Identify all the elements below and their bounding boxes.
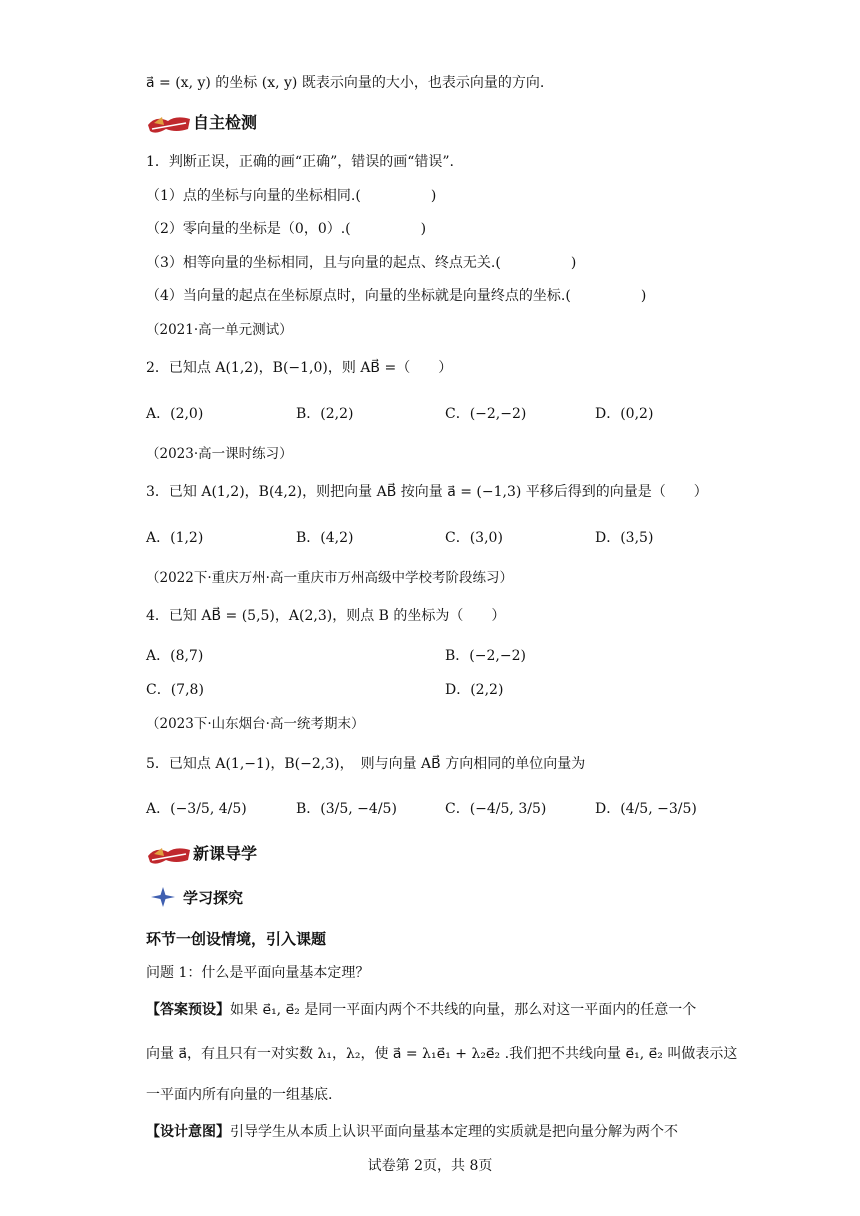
q5-option-c: C．(−4/5, 3/5): [445, 801, 547, 817]
q3-option-b: B．(4,2): [296, 530, 354, 546]
q2-source: （2021·高一单元测试）: [146, 322, 293, 338]
q5-option-b: B．(3/5, −4/5): [296, 801, 397, 817]
answer-preset-text-1: 如果 e⃗₁, e⃗₂ 是同一平面内两个不共线的向量，那么对这一平面内的任意一个: [230, 1002, 697, 1018]
q2-stem: 2．已知点 A(1,2)，B(−1,0)，则 AB⃗ =（ ）: [146, 360, 453, 376]
q3-option-d: D．(3,5): [595, 530, 654, 546]
section-badge-icon: [146, 111, 192, 135]
q2-option-c: C．(−2,−2): [445, 406, 527, 422]
q4-option-b: B．(−2,−2): [445, 648, 526, 664]
answer-preset-line2: 向量 a⃗，有且只有一对实数 λ₁，λ₂，使 a⃗ = λ₁e⃗₁ + λ₂e⃗₂ .我们把不共线向量 e⃗₁, e⃗₂ 叫做表示这: [146, 1046, 738, 1062]
q1-item-1: （1）点的坐标与向量的坐标相同.( ): [146, 188, 437, 204]
design-intent-text-1: 引导学生从本质上认识平面向量基本定理的实质就是把向量分解为两个不: [230, 1124, 678, 1140]
q1-item-3: （3）相等向量的坐标相同，且与向量的起点、终点无关.( ): [146, 255, 577, 271]
q4-option-d: D．(2,2): [445, 682, 504, 698]
design-intent-tag: 【设计意图】: [146, 1124, 230, 1140]
q3-option-c: C．(3,0): [445, 530, 503, 546]
q5-stem: 5．已知点 A(1,−1)，B(−2,3)， 则与向量 AB⃗ 方向相同的单位向量为: [146, 756, 586, 772]
q4-option-a: A．(8,7): [146, 648, 204, 664]
q4-option-c: C．(7,8): [146, 682, 204, 698]
q2-option-b: B．(2,2): [296, 406, 354, 422]
answer-preset-line1: [146, 1000, 696, 1020]
q3-source: （2023·高一课时练习）: [146, 446, 293, 462]
q4-stem: 4．已知 AB⃗ = (5,5)，A(2,3)，则点 B 的坐标为（ ）: [146, 608, 506, 624]
q5-source: （2023下·山东烟台·高一统考期末）: [146, 716, 365, 732]
intro-line: a⃗ = (x, y) 的坐标 (x, y) 既表示向量的大小，也表示向量的方向.: [146, 75, 545, 91]
q2-option-d: D．(0,2): [595, 406, 654, 422]
section-title-self-check: 自主检测: [193, 113, 258, 132]
q5-option-a: A．(−3/5, 4/5): [146, 801, 247, 817]
q5-option-d: D．(4/5, −3/5): [595, 801, 697, 817]
q1-stem: 1．判断正误，正确的画“正确”，错误的画“错误”.: [146, 154, 454, 170]
section-title-new-lesson: 新课导学: [193, 844, 258, 863]
q2-option-a: A．(2,0): [146, 406, 204, 422]
section-badge-icon: [146, 842, 192, 866]
design-intent-line1: [146, 1122, 678, 1142]
answer-preset-tag: 【答案预设】: [146, 1002, 230, 1018]
stage1-heading: 环节一创设情境，引入课题: [146, 930, 327, 948]
answer-preset-line3: 一平面内所有向量的一组基底.: [146, 1087, 333, 1103]
section-title-explore: 学习探究: [183, 889, 244, 907]
q4-source: （2022下·重庆万州·高一重庆市万州高级中学校考阶段练习）: [146, 570, 513, 586]
q3-stem: 3．已知 A(1,2)，B(4,2)，则把向量 AB⃗ 按向量 a⃗ = (−1,3) 平移后得到的向量是（ ）: [146, 484, 708, 500]
page-footer: 试卷第 2页，共 8页: [367, 1158, 493, 1174]
q1-item-4: （4）当向量的起点在坐标原点时，向量的坐标就是向量终点的坐标.( ): [146, 288, 647, 304]
q1-item-2: （2）零向量的坐标是（0，0）.( ): [146, 221, 427, 237]
q3-option-a: A．(1,2): [146, 530, 204, 546]
four-point-star-icon: [150, 886, 176, 908]
stage1-question: 问题 1：什么是平面向量基本定理？: [146, 965, 370, 981]
